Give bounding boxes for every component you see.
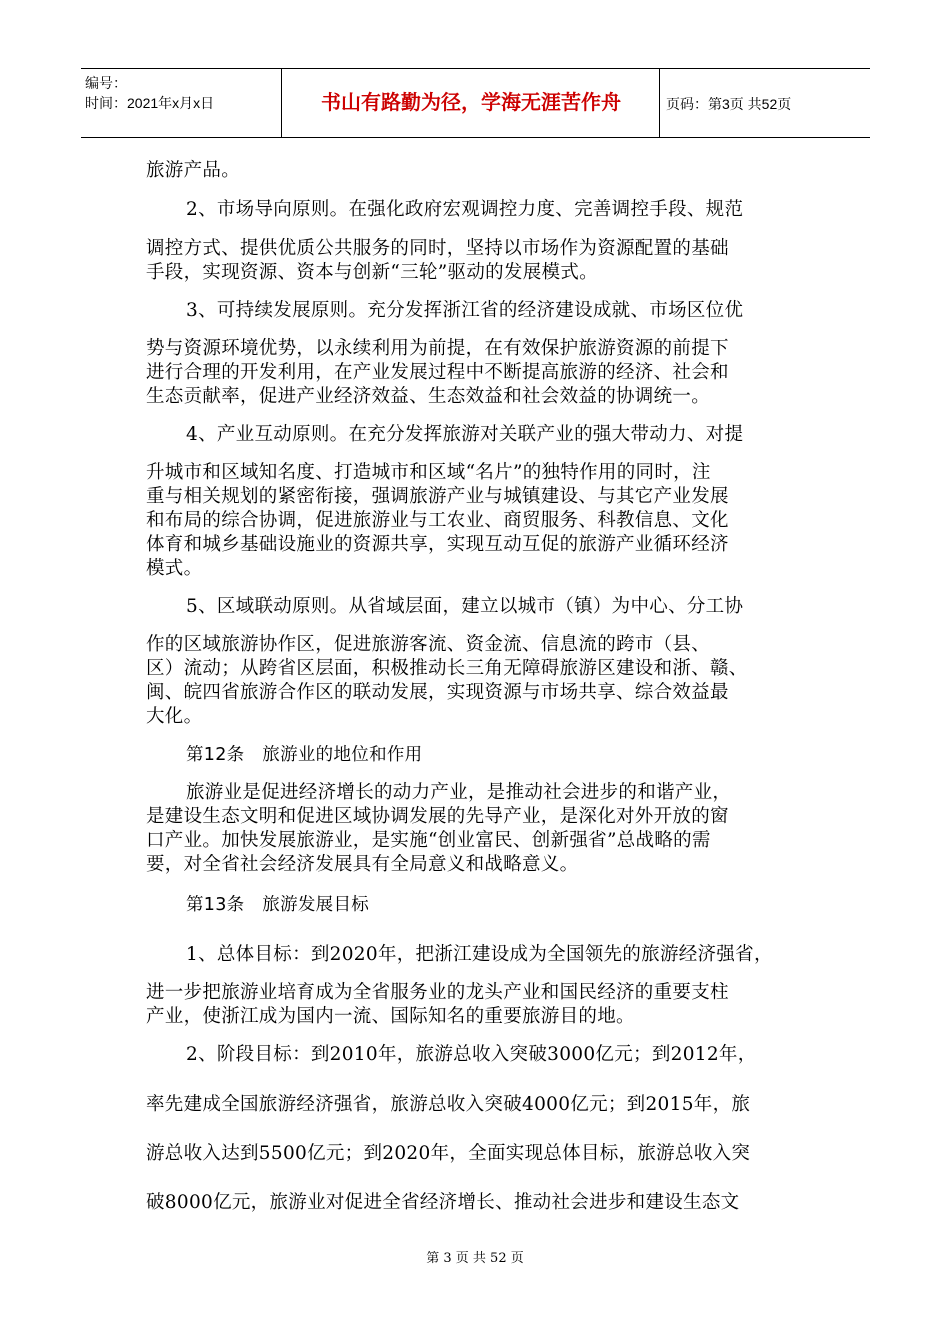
date-label: 时间：2021年x月x日: [85, 95, 215, 111]
header-divider: [659, 69, 660, 137]
text-line: 旅游产品。: [146, 160, 241, 181]
header-motto: 书山有路勤为径，学海无涯苦作舟: [321, 92, 621, 114]
text-line: 进行合理的开发利用，在产业发展过程中不断提高旅游的经济、社会和: [146, 362, 729, 383]
text-line: 口产业。加快发展旅游业，是实施“创业富民、创新强省”总战略的需: [146, 830, 711, 851]
text-line: 生态贡献率，促进产业经济效益、生态效益和社会效益的协调统一。: [146, 386, 711, 407]
text-line: 产业，使浙江成为国内一流、国际知名的重要旅游目的地。: [146, 1006, 635, 1027]
page-footer: 第 3 页 共 52 页: [426, 1251, 524, 1266]
text-line: 率先建成全国旅游经济强省，旅游总收入突破4000亿元；到2015年，旅: [146, 1094, 751, 1115]
text-line: 是建设生态文明和促进区域协调发展的先导产业，是深化对外开放的窗: [146, 806, 729, 827]
text-line: 5、区域联动原则。从省域层面，建立以城市（镇）为中心、分工协: [186, 596, 744, 617]
text-line: 模式。: [146, 558, 203, 579]
text-line: 旅游业是促进经济增长的动力产业，是推动社会进步的和谐产业，: [186, 782, 732, 803]
text-line: 体育和城乡基础设施业的资源共享，实现互动互促的旅游产业循环经济: [146, 534, 729, 555]
text-line: 作的区域旅游协作区，促进旅游客流、资金流、信息流的跨市（县、: [146, 634, 711, 655]
text-line: 1、总体目标：到2020年，把浙江建设成为全国领先的旅游经济强省，: [186, 944, 773, 965]
text-line: 要，对全省社会经济发展具有全局意义和战略意义。: [146, 854, 579, 875]
text-line: 闽、皖四省旅游合作区的联动发展，实现资源与市场共享、综合效益最: [146, 682, 729, 703]
text-line: 区）流动；从跨省区层面，积极推动长三角无障碍旅游区建设和浙、赣、: [146, 658, 748, 679]
section-heading: 第12条 旅游业的地位和作用: [186, 745, 423, 765]
text-line: 3、可持续发展原则。充分发挥浙江省的经济建设成就、市场区位优: [186, 300, 744, 321]
text-line: 破8000亿元，旅游业对促进全省经济增长、推动社会进步和建设生态文: [146, 1192, 740, 1213]
number-label: 编号：: [85, 75, 127, 91]
page-header: [81, 68, 870, 138]
header-page-label: 页码：第3页 共52页: [666, 96, 792, 112]
text-line: 4、产业互动原则。在充分发挥旅游对关联产业的强大带动力、对提: [186, 424, 744, 445]
text-line: 升城市和区域知名度、打造城市和区域“名片”的独特作用的同时，注: [146, 462, 711, 483]
text-line: 2、市场导向原则。在强化政府宏观调控力度、完善调控手段、规范: [186, 199, 744, 220]
text-line: 调控方式、提供优质公共服务的同时，坚持以市场作为资源配置的基础: [146, 238, 729, 259]
header-divider: [281, 69, 282, 137]
text-line: 重与相关规划的紧密衔接，强调旅游产业与城镇建设、与其它产业发展: [146, 486, 729, 507]
text-line: 大化。: [146, 706, 203, 727]
header-info-cell: [81, 69, 281, 137]
text-line: 势与资源环境优势，以永续利用为前提，在有效保护旅游资源的前提下: [146, 338, 729, 359]
text-line: 和布局的综合协调，促进旅游业与工农业、商贸服务、科教信息、文化: [146, 510, 729, 531]
text-line: 游总收入达到5500亿元；到2020年，全面实现总体目标，旅游总收入突: [146, 1143, 751, 1164]
text-line: 进一步把旅游业培育成为全省服务业的龙头产业和国民经济的重要支柱: [146, 982, 729, 1003]
section-heading: 第13条 旅游发展目标: [186, 895, 370, 915]
text-line: 手段，实现资源、资本与创新“三轮”驱动的发展模式。: [146, 262, 598, 283]
text-line: 2、阶段目标：到2010年，旅游总收入突破3000亿元；到2012年，: [186, 1044, 757, 1065]
